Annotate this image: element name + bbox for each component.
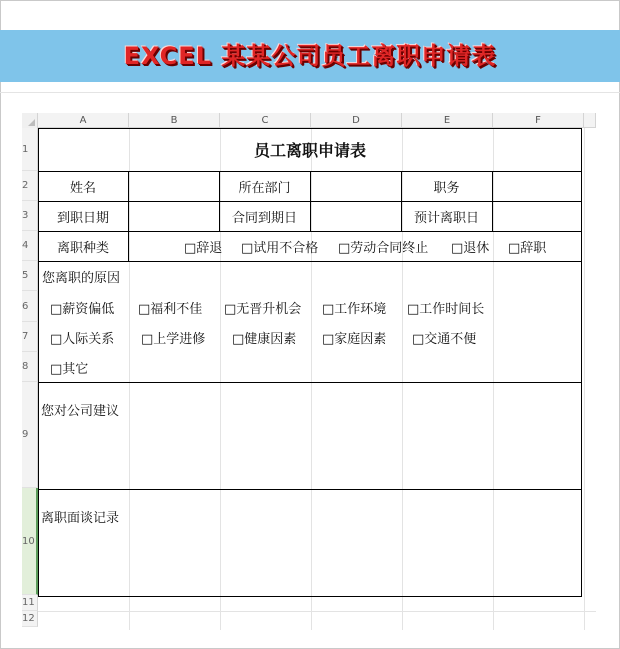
- reason-further-study-checkbox[interactable]: □上学进修: [141, 331, 206, 347]
- gridline: [584, 128, 585, 630]
- leave-type-contract-end-checkbox[interactable]: □劳动合同终止: [338, 240, 429, 256]
- reason-family-checkbox[interactable]: □家庭因素: [322, 331, 387, 347]
- row-header-9[interactable]: 9: [22, 382, 38, 488]
- interview-record-input[interactable]: [39, 531, 581, 595]
- reason-work-environment-checkbox[interactable]: □工作环境: [322, 301, 387, 317]
- reason-long-hours-checkbox[interactable]: □工作时间长: [407, 301, 485, 317]
- row-header-3[interactable]: 3: [22, 201, 38, 231]
- suggestion-input[interactable]: [39, 424, 581, 488]
- name-label: 姓名: [69, 180, 96, 196]
- border: [581, 128, 582, 597]
- expected-leave-label: 预计离职日: [413, 210, 479, 226]
- column-header-f[interactable]: F: [493, 113, 584, 128]
- leave-type-resignation-checkbox[interactable]: □辞职: [508, 240, 547, 256]
- contract-end-input[interactable]: [311, 202, 400, 231]
- contract-end-label: 合同到期日: [231, 210, 297, 226]
- suggestion-label: 您对公司建议: [41, 403, 120, 419]
- row-header-6[interactable]: 6: [22, 291, 38, 322]
- border: [38, 596, 582, 597]
- expected-leave-input[interactable]: [493, 202, 581, 231]
- column-header-c[interactable]: C: [220, 113, 311, 128]
- hire-date-label: 到职日期: [56, 210, 109, 226]
- reason-health-checkbox[interactable]: □健康因素: [232, 331, 297, 347]
- reason-poor-benefits-checkbox[interactable]: □福利不佳: [138, 301, 203, 317]
- row-header-11[interactable]: 11: [22, 595, 38, 611]
- reason-other-checkbox[interactable]: □其它: [50, 361, 89, 377]
- department-label: 所在部门: [238, 180, 291, 196]
- column-header-e[interactable]: E: [402, 113, 493, 128]
- interview-record-label: 离职面谈记录: [41, 510, 120, 526]
- hire-date-input[interactable]: [129, 202, 218, 231]
- column-header-g[interactable]: [584, 113, 596, 128]
- border: [38, 382, 582, 383]
- border: [128, 231, 129, 261]
- row-header-8[interactable]: 8: [22, 352, 38, 382]
- border: [38, 489, 582, 490]
- position-input[interactable]: [493, 172, 581, 201]
- reason-relationships-checkbox[interactable]: □人际关系: [50, 331, 115, 347]
- position-label: 职务: [433, 180, 460, 196]
- banner-divider: [0, 92, 620, 93]
- select-all-corner[interactable]: [22, 113, 38, 129]
- form-title: 员工离职申请表: [253, 141, 366, 160]
- row-header-10[interactable]: 10: [22, 488, 38, 595]
- resignation-form: [38, 128, 582, 597]
- banner-title: EXCEL 某某公司员工离职申请表: [123, 42, 497, 70]
- leave-type-retirement-checkbox[interactable]: □退休: [451, 240, 490, 256]
- reason-label: 您离职的原因: [42, 270, 121, 286]
- column-header-a[interactable]: A: [38, 113, 129, 128]
- reason-commute-checkbox[interactable]: □交通不便: [412, 331, 477, 347]
- row-header-4[interactable]: 4: [22, 231, 38, 261]
- column-header-b[interactable]: B: [129, 113, 220, 128]
- row-header-2[interactable]: 2: [22, 171, 38, 201]
- row-header-12[interactable]: 12: [22, 611, 38, 627]
- leave-type-dismissal-checkbox[interactable]: □辞退: [184, 240, 223, 256]
- row-header-7[interactable]: 7: [22, 322, 38, 352]
- gridline: [38, 611, 596, 612]
- row-header-5[interactable]: 5: [22, 261, 38, 291]
- leave-type-label: 离职种类: [56, 240, 109, 256]
- department-input[interactable]: [311, 172, 400, 201]
- column-header-d[interactable]: D: [311, 113, 402, 128]
- reason-low-salary-checkbox[interactable]: □薪资偏低: [50, 301, 115, 317]
- leave-type-probation-checkbox[interactable]: □试用不合格: [241, 240, 319, 256]
- row-header-1[interactable]: 1: [22, 128, 38, 171]
- name-input[interactable]: [129, 172, 218, 201]
- reason-no-promotion-checkbox[interactable]: □无晋升机会: [224, 301, 302, 317]
